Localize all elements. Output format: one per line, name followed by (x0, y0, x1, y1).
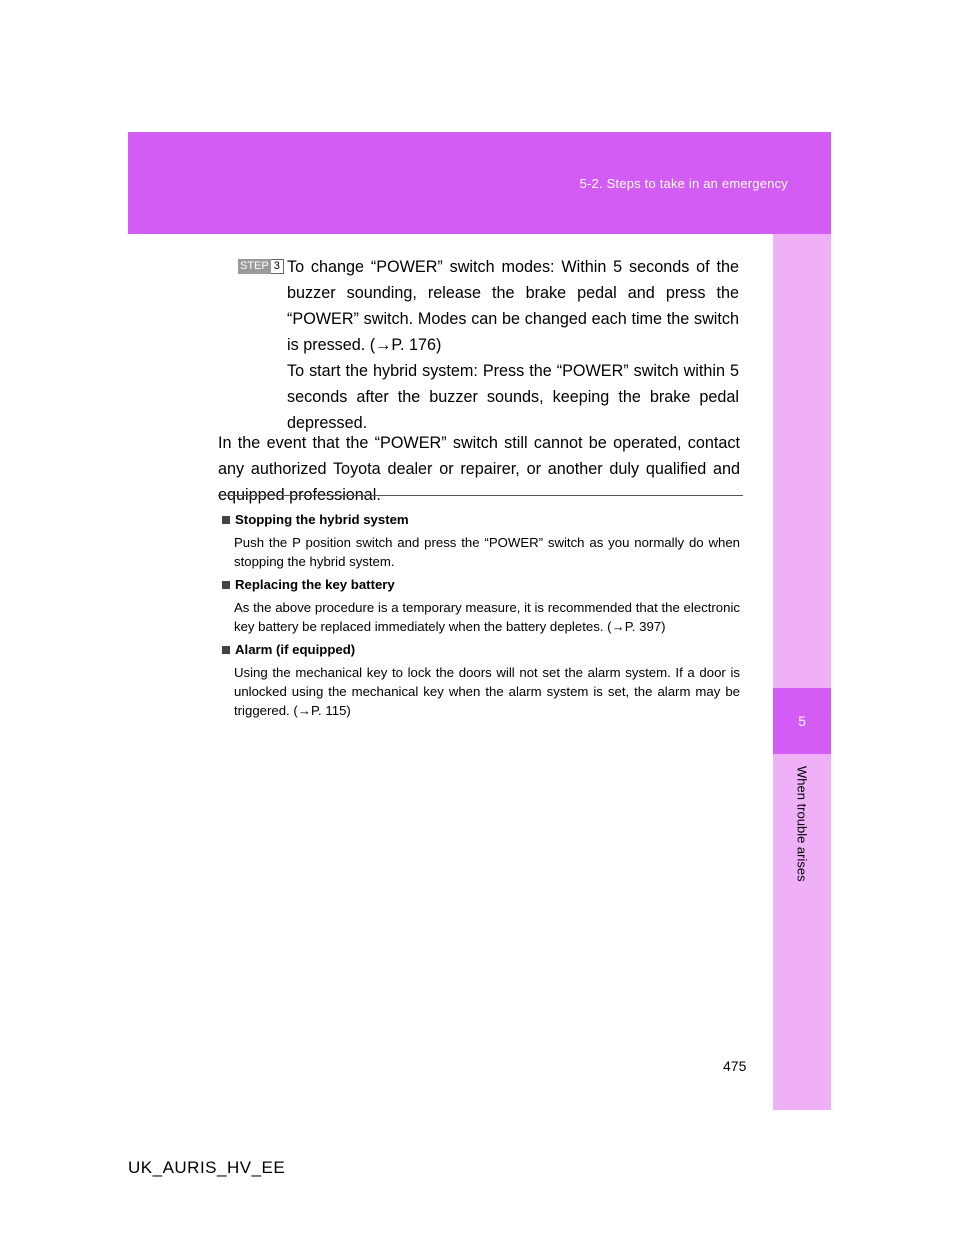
note-item (222, 510, 740, 571)
note-title: Alarm (if equipped) (235, 642, 356, 657)
header-band (128, 132, 831, 234)
chapter-number: 5 (773, 688, 831, 754)
square-bullet-icon (222, 516, 230, 524)
section-title: 5-2. Steps to take in an emergency (579, 176, 788, 191)
body-paragraph: In the event that the “POWER” switch still cannot be operated, contact any authorized Toyota dealer or repairer, or another duly qualified and equipped professional. (218, 434, 740, 504)
note-text: As the above procedure is a temporary measure, it is recommended that the electronic key battery be replaced immediately when the battery depletes. (→P. 397) (234, 600, 740, 634)
step-word: STEP (240, 260, 269, 272)
step-number: 3 (271, 259, 284, 274)
step-paragraph-2: To start the hybrid system: Press the “POWER” switch within 5 seconds after the buzzer sounds, keeping the brake pedal depressed. (287, 362, 739, 432)
side-tab (773, 234, 831, 1110)
note-text: Using the mechanical key to lock the doors will not set the alarm system. If a door is unlocked using the mechanical key when the alarm system is set, the alarm may be triggered. (→P. 115) (234, 665, 740, 718)
note-heading (222, 640, 740, 660)
note-item (222, 575, 740, 636)
square-bullet-icon (222, 646, 230, 654)
footer-code: UK_AURIS_HV_EE (128, 1158, 286, 1177)
page-number: 475 (723, 1058, 747, 1074)
notes-section (222, 510, 740, 724)
square-bullet-icon (222, 581, 230, 589)
note-heading (222, 575, 740, 595)
note-text: Push the P position switch and press the “POWER” switch as you normally do when stopping the hybrid system. (234, 535, 740, 569)
step-paragraph-1: To change “POWER” switch modes: Within 5 seconds of the buzzer sounding, release the brake pedal and press the “POWER” switch. Modes can be changed each time the switch is pressed. (→P. 176) (287, 258, 739, 354)
step-text (287, 254, 739, 436)
step-badge (238, 259, 284, 274)
note-title: Stopping the hybrid system (235, 512, 409, 527)
note-title: Replacing the key battery (235, 577, 395, 592)
divider (218, 495, 743, 496)
note-item (222, 640, 740, 720)
chapter-title (773, 754, 831, 894)
chapter-title-text: When trouble arises (794, 766, 810, 882)
note-heading (222, 510, 740, 530)
